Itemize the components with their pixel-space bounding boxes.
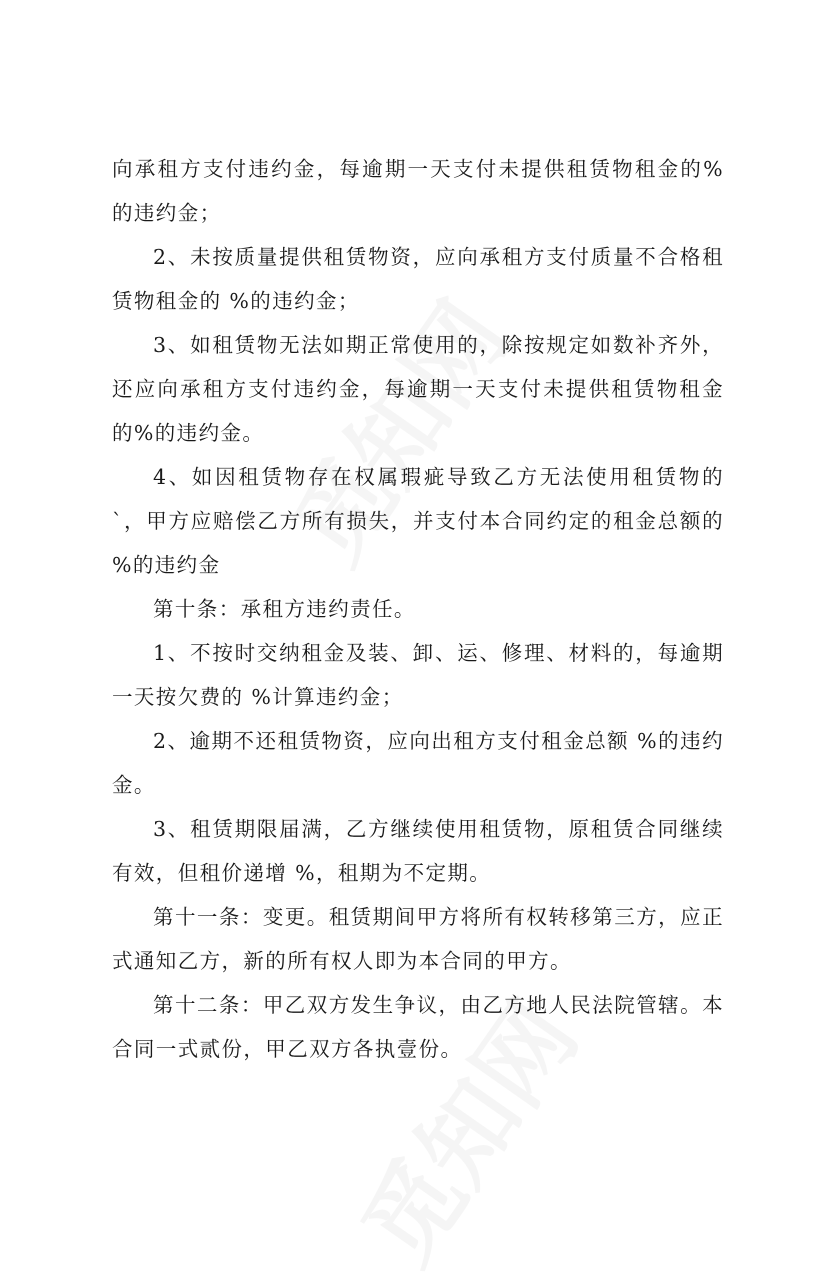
paragraph: 2、未按质量提供租赁物资，应向承租方支付质量不合格租赁物租金的 %的违约金；: [112, 245, 724, 313]
paragraph: 3、租赁期限届满，乙方继续使用租赁物，原租赁合同继续有效，但租价递增 %，租期为不定期。: [112, 817, 724, 885]
paragraph: 3、如租赁物无法如期正常使用的，除按规定如数补齐外，还应向承租方支付违约金，每逾期一天支付未提供租赁物租金的%的违约金。: [112, 333, 724, 445]
document-body: [112, 147, 724, 1071]
paragraph: 4、如因租赁物存在权属瑕疵导致乙方无法使用租赁物的`，甲方应赔偿乙方所有损失，并支付本合同约定的租金总额的 %的违约金: [112, 465, 724, 577]
paragraph: 1、不按时交纳租金及装、卸、运、修理、材料的，每逾期一天按欠费的 %计算违约金；: [112, 641, 724, 709]
paragraph: 2、逾期不还租赁物资，应向出租方支付租金总额 %的违约金。: [112, 729, 724, 797]
section-heading: 第十条：承租方违约责任。: [153, 597, 416, 621]
paragraph: 第十二条：甲乙双方发生争议，由乙方地人民法院管辖。本合同一式贰份，甲乙双方各执壹份。: [112, 993, 724, 1061]
paragraph: 向承租方支付违约金，每逾期一天支付未提供租赁物租金的%的违约金；: [112, 157, 724, 225]
paragraph: 第十一条：变更。租赁期间甲方将所有权转移第三方，应正式通知乙方，新的所有权人即为本合同的甲方。: [112, 905, 724, 973]
